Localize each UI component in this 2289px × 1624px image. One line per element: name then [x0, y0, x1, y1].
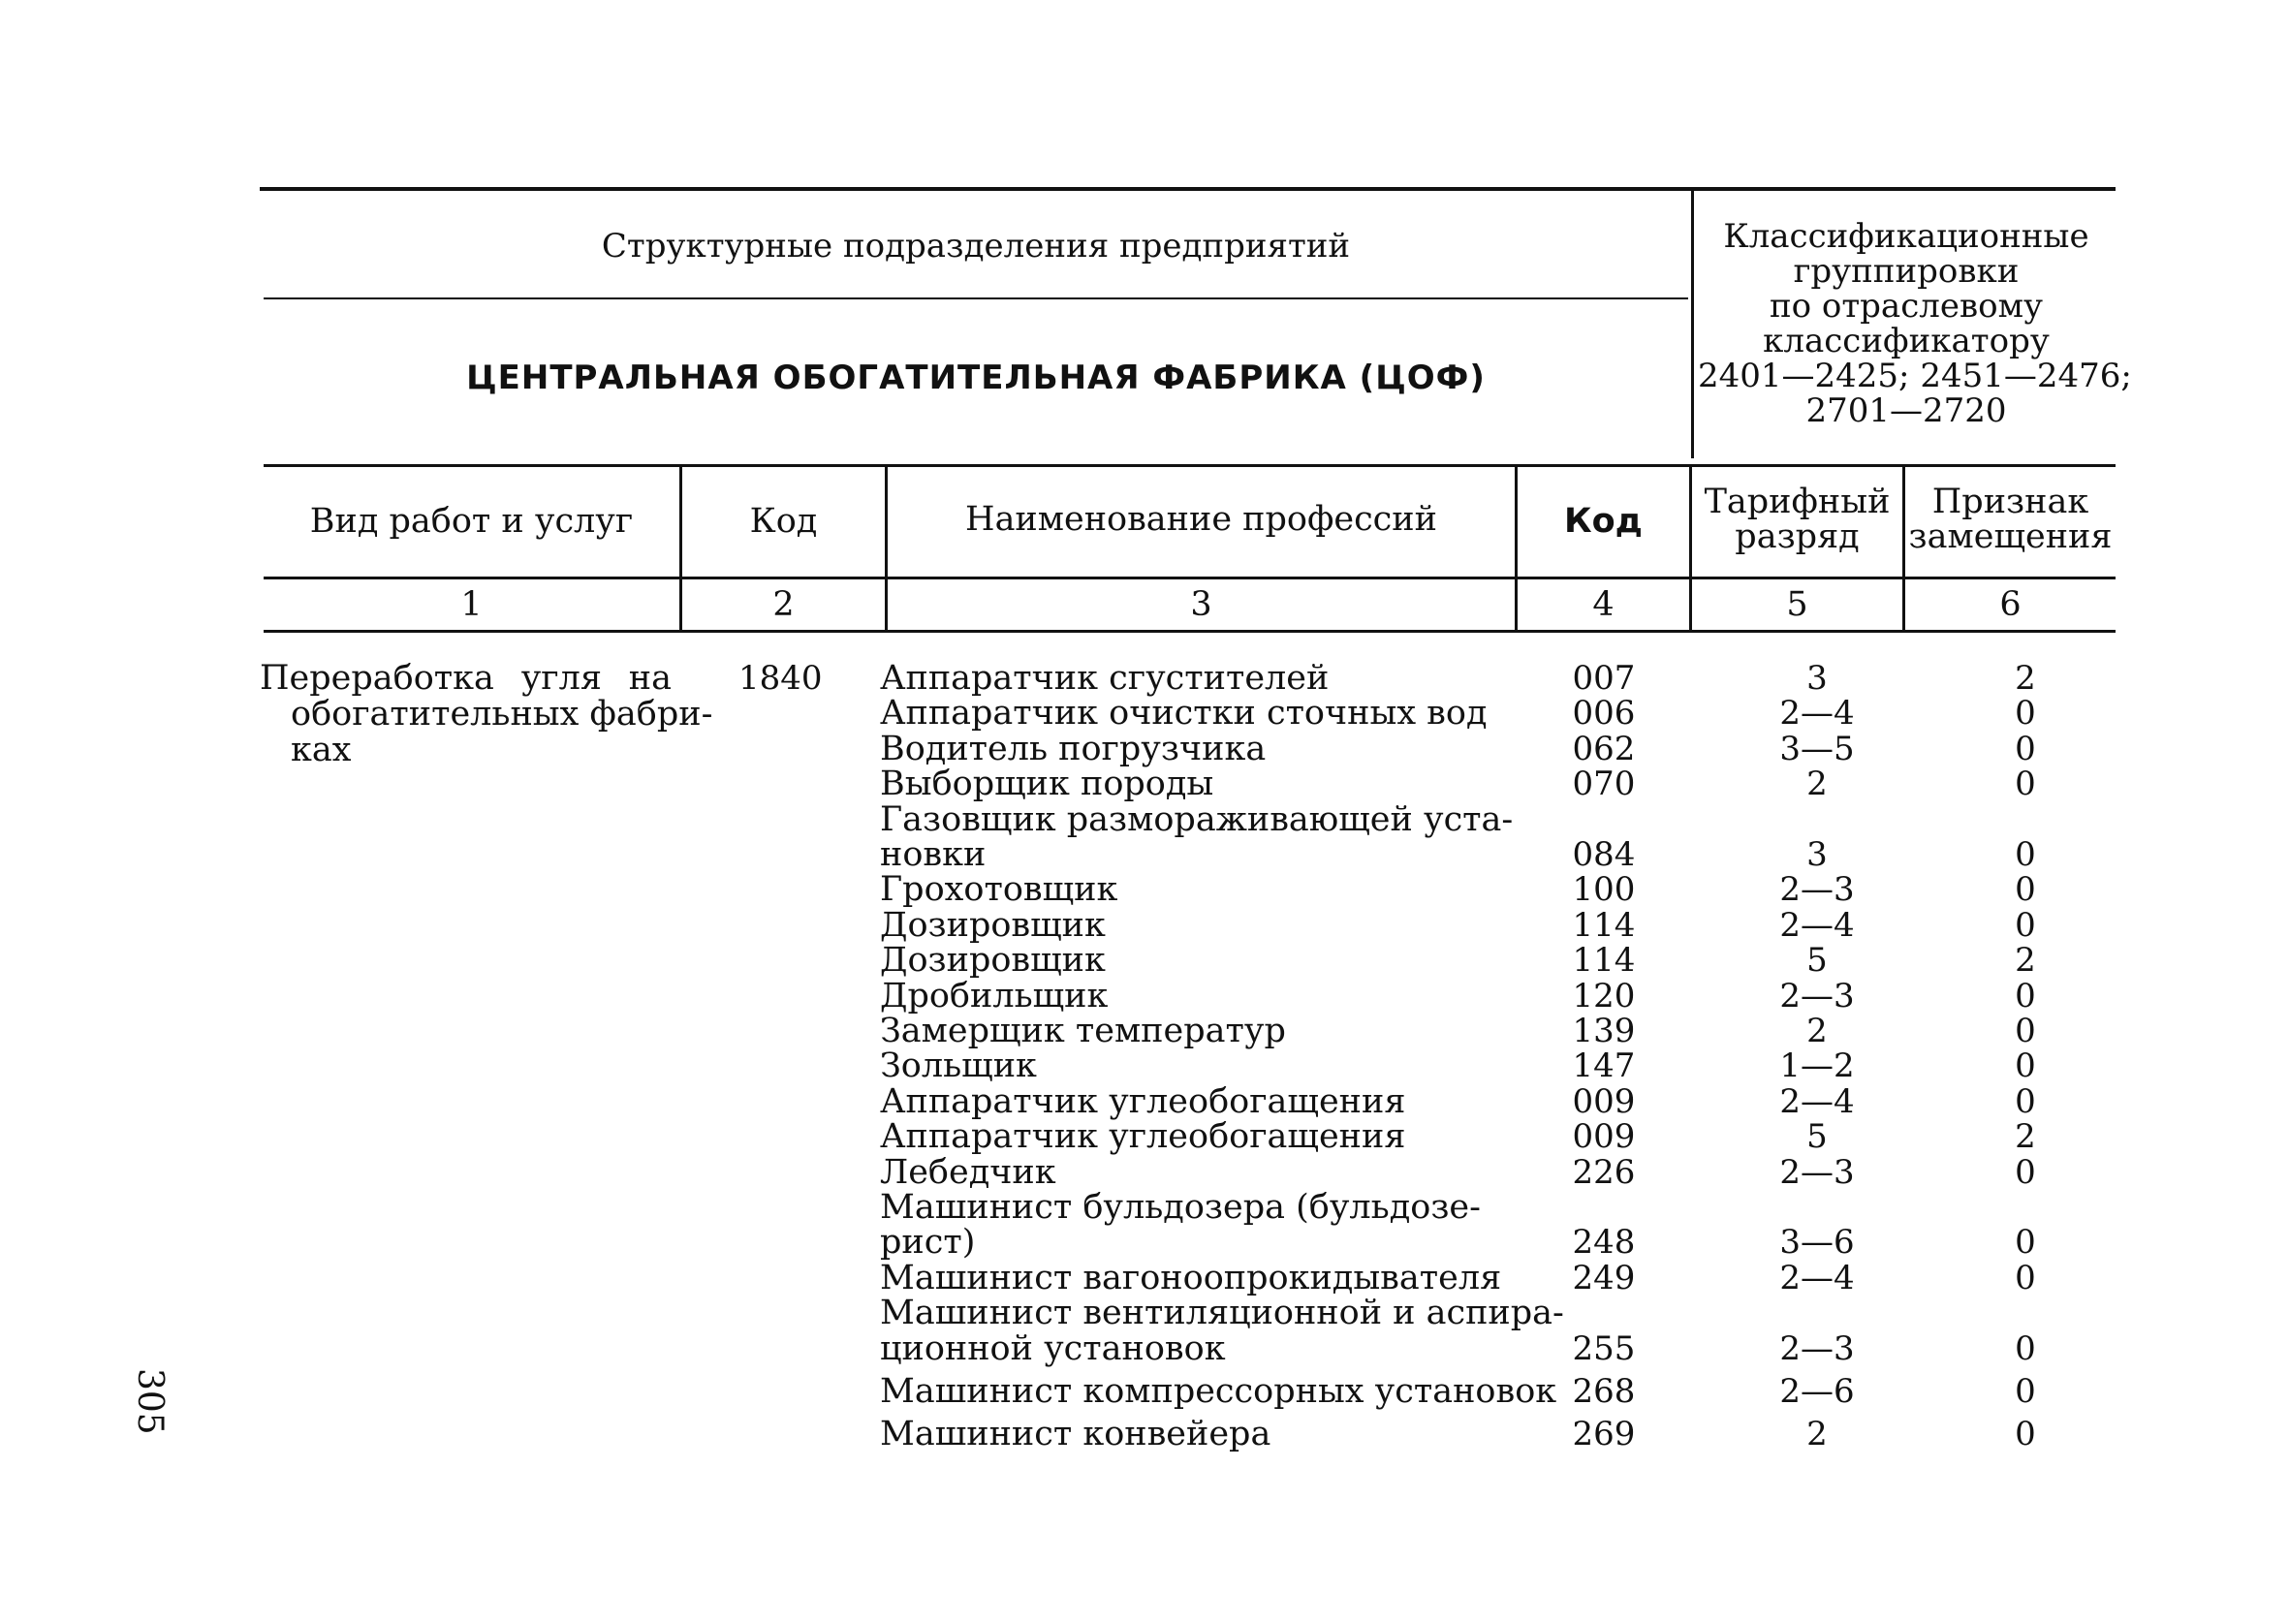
- profession-code: 070: [1572, 765, 1636, 804]
- col-header-sign-line2: замещения: [1908, 517, 2113, 556]
- profession-code: 114: [1572, 905, 1636, 945]
- classification-line: группировки: [1793, 252, 2020, 291]
- substitution-sign: 0: [2015, 835, 2036, 874]
- work-type-line: ках: [291, 731, 352, 769]
- profession-name: новки: [880, 835, 987, 874]
- substitution-sign: 0: [2015, 1372, 2036, 1411]
- profession-name: ционной установок: [880, 1328, 1226, 1368]
- header-mid-rule: [264, 297, 1688, 299]
- profession-name: Дозировщик: [880, 941, 1106, 981]
- profession-code: 009: [1572, 1081, 1636, 1121]
- classification-line: по отраслевому: [1769, 287, 2044, 326]
- substitution-sign: 0: [2015, 1415, 2036, 1454]
- col-header-sign-line1: Признак: [1931, 483, 2089, 521]
- tariff-grade: 2: [1806, 765, 1828, 804]
- col-number-3: 3: [1190, 585, 1212, 624]
- classification-line: 2701—2720: [1805, 391, 2007, 430]
- profession-code: 100: [1572, 870, 1636, 910]
- profession-name: Замерщик температур: [880, 1012, 1286, 1050]
- col-number-5: 5: [1786, 585, 1808, 624]
- tariff-grade: 2—6: [1779, 1372, 1855, 1411]
- substitution-sign: 0: [2015, 1152, 2036, 1192]
- profession-code: 268: [1572, 1372, 1636, 1411]
- tariff-grade: 2—4: [1779, 694, 1855, 734]
- tariff-grade: 3—5: [1779, 729, 1855, 768]
- tariff-grade: 2—4: [1779, 1081, 1855, 1121]
- tariff-grade: 2—3: [1779, 1152, 1855, 1192]
- profession-code: 007: [1572, 659, 1636, 698]
- classification-block: [1698, 217, 2132, 430]
- column-number-rule: [264, 630, 2116, 633]
- page-number: 305: [130, 1368, 170, 1435]
- tariff-grade: 3: [1806, 835, 1828, 874]
- profession-name: Аппаратчик углеобогащения: [880, 1117, 1406, 1157]
- substitution-sign: 0: [2015, 976, 2036, 1015]
- classification-line: Классификационные: [1723, 217, 2089, 256]
- profession-name: Газовщик размораживающей уста-: [880, 799, 1514, 839]
- substitution-sign: 0: [2015, 765, 2036, 804]
- profession-code: 249: [1572, 1258, 1636, 1297]
- substitution-sign: 0: [2015, 1046, 2036, 1086]
- substitution-sign: 2: [2015, 659, 2036, 698]
- col-header-profession: Наименование профессий: [965, 500, 1437, 539]
- profession-name: Лебедчик: [880, 1152, 1056, 1192]
- substitution-sign: 0: [2015, 1258, 2036, 1297]
- tariff-grade: 1—2: [1779, 1046, 1855, 1086]
- substitution-sign: 0: [2015, 1012, 2036, 1050]
- profession-name: Аппаратчик сгустителей: [880, 659, 1330, 698]
- profession-code: 009: [1572, 1117, 1636, 1157]
- profession-code: 147: [1572, 1046, 1636, 1086]
- col-number-4: 4: [1592, 585, 1615, 624]
- col-number-1: 1: [460, 585, 483, 624]
- tariff-grade: 2—4: [1779, 905, 1855, 945]
- profession-code: 006: [1572, 694, 1636, 734]
- profession-name: Дозировщик: [880, 905, 1106, 945]
- substitution-sign: 0: [2015, 905, 2036, 945]
- tariff-grade: 2—3: [1779, 870, 1855, 910]
- profession-code: 084: [1572, 835, 1636, 874]
- profession-name: рист): [880, 1223, 976, 1263]
- profession-code: 226: [1572, 1152, 1636, 1192]
- classification-line: классификатору: [1763, 322, 2050, 360]
- profession-code: 269: [1572, 1415, 1636, 1454]
- col-number-2: 2: [772, 585, 795, 624]
- header-divider: [1691, 187, 1694, 458]
- top-rule: [260, 187, 2116, 191]
- col-header-code: Код: [749, 502, 818, 541]
- profession-name: Машинист бульдозера (бульдозе-: [880, 1188, 1481, 1227]
- substitution-sign: 0: [2015, 1328, 2036, 1368]
- profession-name: Аппаратчик углеобогащения: [880, 1081, 1406, 1121]
- column-header-top-rule: [264, 464, 2116, 467]
- profession-code: 139: [1572, 1012, 1636, 1050]
- profession-name: Водитель погрузчика: [880, 729, 1267, 768]
- profession-name: Машинист компрессорных установок: [880, 1372, 1557, 1411]
- substitution-sign: 2: [2015, 941, 2036, 981]
- substitution-sign: 0: [2015, 870, 2036, 910]
- department-title: ЦЕНТРАЛЬНАЯ ОБОГАТИТЕЛЬНАЯ ФАБРИКА (ЦОФ): [466, 359, 1486, 397]
- profession-name: Дробильщик: [880, 976, 1109, 1015]
- profession-name: Зольщик: [880, 1046, 1037, 1086]
- work-type-line: Переработка угля на: [260, 659, 672, 698]
- profession-code: 062: [1572, 729, 1636, 768]
- substitution-sign: 2: [2015, 1117, 2036, 1157]
- profession-name: Грохотовщик: [880, 870, 1118, 910]
- profession-code: 114: [1572, 941, 1636, 981]
- structure-label: Структурные подразделения предприятий: [601, 227, 1351, 265]
- profession-name: Машинист конвейера: [880, 1415, 1271, 1454]
- tariff-grade: 3—6: [1779, 1223, 1855, 1263]
- profession-code: 255: [1572, 1328, 1636, 1368]
- tariff-grade: 2—3: [1779, 1328, 1855, 1368]
- tariff-grade: 2—4: [1779, 1258, 1855, 1297]
- work-type-line: обогатительных фабри-: [291, 695, 713, 734]
- profession-name: Выборщик породы: [880, 765, 1214, 804]
- tariff-grade: 2: [1806, 1415, 1828, 1454]
- col-number-6: 6: [1999, 585, 2022, 624]
- col-header-grade-line1: Тарифный: [1704, 483, 1891, 521]
- substitution-sign: 0: [2015, 694, 2036, 734]
- substitution-sign: 0: [2015, 729, 2036, 768]
- tariff-grade: 5: [1806, 1117, 1828, 1157]
- substitution-sign: 0: [2015, 1081, 2036, 1121]
- work-type-code: 1840: [738, 659, 823, 698]
- classification-line: 2401—2425; 2451—2476;: [1698, 357, 2132, 395]
- col-header-work-type: Вид работ и услуг: [309, 502, 634, 541]
- tariff-grade: 2—3: [1779, 976, 1855, 1015]
- profession-code: 120: [1572, 976, 1636, 1015]
- profession-name: Машинист вагоноопрокидывателя: [880, 1258, 1502, 1297]
- profession-name: Машинист вентиляционной и аспира-: [880, 1294, 1564, 1333]
- profession-name: Аппаратчик очистки сточных вод: [880, 694, 1488, 734]
- tariff-grade: 5: [1806, 941, 1828, 981]
- substitution-sign: 0: [2015, 1223, 2036, 1263]
- col-header-prof-code: Код: [1564, 502, 1643, 541]
- column-header-bottom-rule: [264, 577, 2116, 579]
- tariff-grade: 2: [1806, 1012, 1828, 1050]
- col-header-grade-line2: разряд: [1735, 517, 1860, 556]
- profession-code: 248: [1572, 1223, 1636, 1263]
- tariff-grade: 3: [1806, 659, 1828, 698]
